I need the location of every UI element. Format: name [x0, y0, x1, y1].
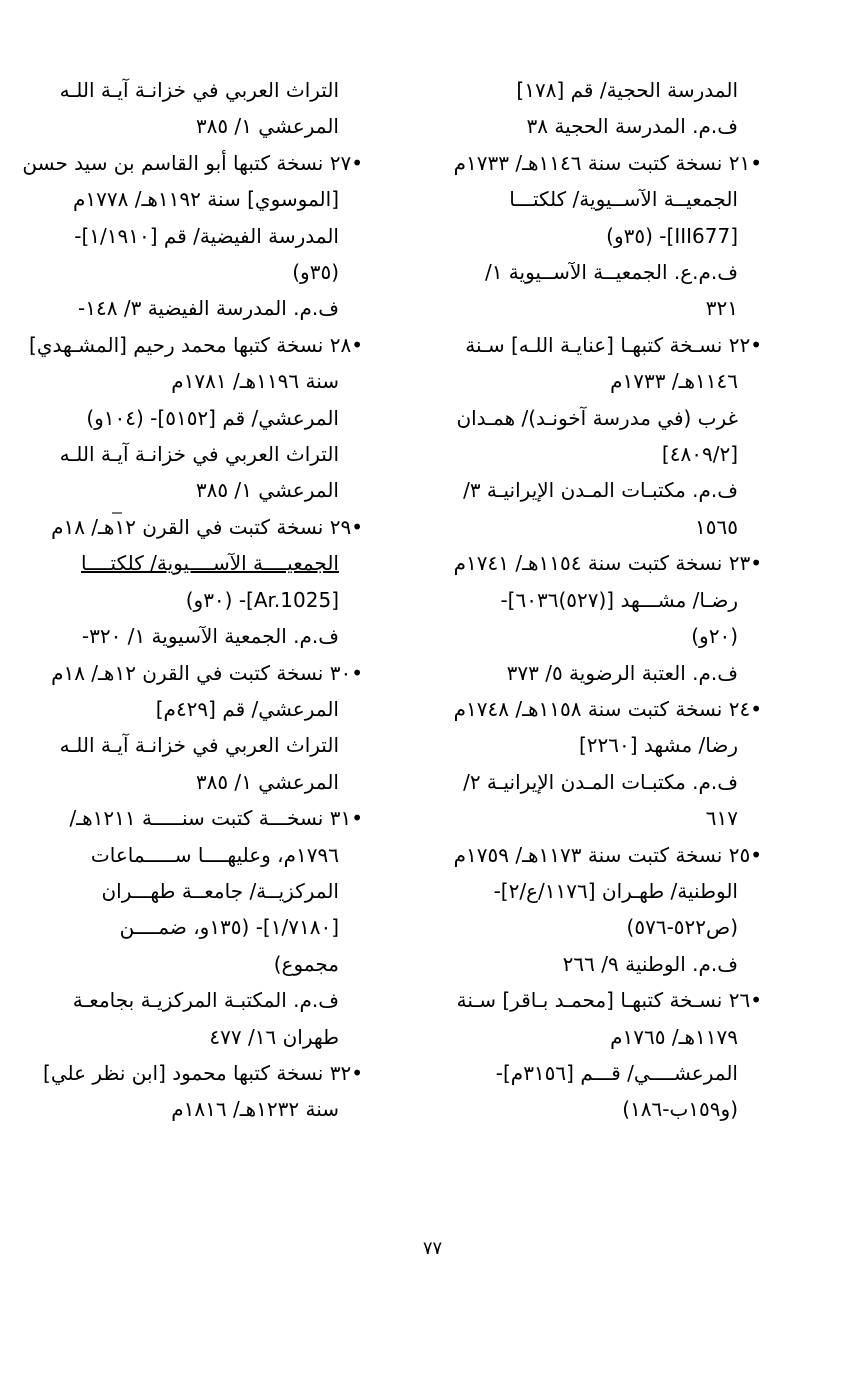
entry-text-line: ٦١٧	[705, 806, 738, 831]
entry-text-line: ف.م. المكتبـة المركزيـة بجامعـة	[72, 988, 339, 1013]
entry-text-line: المدرسة الفيضية/ قم [١/١٩١٠]-	[74, 223, 339, 248]
entry-text-line: ١١٤٦هـ/ ١٧٣٣م	[610, 369, 738, 394]
entry-text-line: ١٧٩٦م، وعليهــــا ســـــماعات	[90, 842, 339, 867]
entry-text-line: مجموع)	[273, 951, 339, 976]
entry-heading-line: •٢٥ نسخة كتبت سنة ١١٧٣هـ/ ١٧٥٩م	[453, 842, 762, 867]
entry-text-line: ٣٢١	[705, 296, 738, 321]
entry-text-line: ف.م. الوطنية ٩/ ٢٦٦	[562, 951, 738, 976]
entry-text-line: ١١٧٩هـ/ ١٧٦٥م	[610, 1024, 738, 1049]
entry-heading-line: •٢٣ نسخة كتبت سنة ١١٥٤هـ/ ١٧٤١م	[453, 551, 762, 576]
entry-heading-line: •٣١ نسخـــة كتبت سنـــــة ١٢١١هـ/	[69, 806, 363, 831]
entry-heading-line: •٢٦ نسـخة كتبهـا [محمـد بـاقر] سـنة	[456, 988, 762, 1013]
entry-heading-line: •٢٩ نسخة كتبت في القرن ١٢هـ/ ١٨م	[51, 514, 363, 539]
entry-text-line: ف.م. العتبة الرضوية ٥/ ٣٧٣	[506, 660, 738, 685]
entry-text-line: المرعشي ١/ ٣٨٥	[195, 769, 339, 794]
entry-heading-line: •٢١ نسخة كتبت سنة ١١٤٦هـ/ ١٧٣٣م	[453, 150, 762, 175]
entry-text-line: [III677]- (٣٥و)	[606, 223, 738, 248]
entry-text-line: المرعشي ١/ ٣٨٥	[195, 478, 339, 503]
entry-text-line: (و١٥٩ب-١٨٦)	[622, 1097, 738, 1122]
entry-text-line: ف.م. المدرسة الحجية ٣٨	[526, 114, 738, 139]
entry-text-line: الجمعيــــة الآســــيوية/ كلكتــــا	[81, 551, 339, 576]
entry-text-line: المرعشي ١/ ٣٨٥	[195, 114, 339, 139]
entry-text-line: المرعشي/ قم [٥١٥٢]- (١٠٤و)	[86, 405, 339, 430]
entry-text-line: غرب (في مدرسة آخونـد)/ همـدان	[456, 405, 738, 430]
entry-text-line: الجمعيــة الآســيوية/ كلكتـــا	[509, 187, 738, 212]
entry-text-line: رضا/ مشهد [٢٢٦٠]	[578, 733, 738, 758]
entry-text-line: ف.م. مكتبـات المـدن الإيرانيـة ٣/	[463, 478, 738, 503]
entry-text-line: المدرسة الحجية/ قم [١٧٨]	[516, 78, 738, 102]
entry-text-line: [الموسوي] سنة ١١٩٢هـ/ ١٧٧٨م	[73, 187, 339, 212]
entry-text-line: ف.م.ع. الجمعيــة الآســيوية ١/	[484, 260, 738, 285]
entry-text-line: [Ar.1025]- (٣٠و)	[185, 587, 339, 612]
entry-text-line: المرعشــــي/ قـــم [٣١٥٦م]-	[495, 1060, 738, 1085]
entry-text-line: سنة ١١٩٦هـ/ ١٧٨١م	[171, 369, 339, 394]
entry-text-line: التراث العربي في خزانـة آيـة اللـه	[59, 78, 339, 102]
entry-text-line: ف.م. مكتبـات المـدن الإيرانيـة ٢/	[463, 769, 738, 794]
entry-text-line: ف.م. المدرسة الفيضية ٣/ ١٤٨-	[78, 296, 339, 321]
entry-text-line: الوطنية/ طهـران [١١٧٦/ع/٢]-	[493, 878, 738, 903]
entry-text-line: المركزيــة/ جامعــة طهـــران	[101, 878, 339, 903]
entry-text-line: المرعشي/ قم [٤٢٩م]	[155, 696, 339, 721]
entry-heading-line: •٢٤ نسخة كتبت سنة ١١٥٨هـ/ ١٧٤٨م	[453, 696, 762, 721]
entry-text-line: ١٥٦٥	[695, 514, 738, 539]
entry-text-line: ف.م. الجمعية الآسيوية ١/ ٣٢٠-	[81, 624, 339, 649]
entry-text-line: (ص٥٢٢-٥٧٦)	[626, 915, 738, 940]
entry-text-line: (٣٥و)	[292, 260, 339, 285]
entry-heading-line: •٣٠ نسخة كتبت في القرن ١٢هـ/ ١٨م	[51, 660, 363, 685]
entry-text-line: (٢٠و)	[691, 624, 738, 649]
entry-text-line: التراث العربي في خزانـة آيـة اللـه	[59, 733, 339, 758]
scan-speck	[112, 512, 122, 514]
entry-text-line: التراث العربي في خزانـة آيـة اللـه	[59, 442, 339, 467]
page-number: ٧٧	[422, 1238, 443, 1259]
right-column	[420, 72, 762, 1128]
entry-heading-line: •٣٢ نسخة كتبها محمود [ابن نظر علي]	[43, 1060, 363, 1085]
entry-text-line: [٤٨٠٩/٢]	[661, 442, 738, 467]
entry-text-line: رضـا/ مشـــهد [(٥٢٧)٦٠٣٦]-	[500, 587, 738, 612]
left-column	[18, 72, 363, 1128]
entry-heading-line: •٢٢ نسـخة كتبهـا [عنايـة اللـه] سـنة	[465, 332, 762, 357]
entry-heading-line: •٢٨ نسخة كتبها محمد رحيم [المشـهدي]	[29, 332, 363, 357]
entry-heading-line: •٢٧ نسخة كتبها أبو القاسم بن سيد حسن	[22, 150, 363, 175]
entry-text-line: [١/٧١٨٠]- (١٣٥و، ضمــــن	[119, 915, 339, 940]
entry-text-line: طهران ١٦/ ٤٧٧	[209, 1024, 339, 1049]
entry-text-line: سنة ١٢٣٢هـ/ ١٨١٦م	[171, 1097, 339, 1122]
